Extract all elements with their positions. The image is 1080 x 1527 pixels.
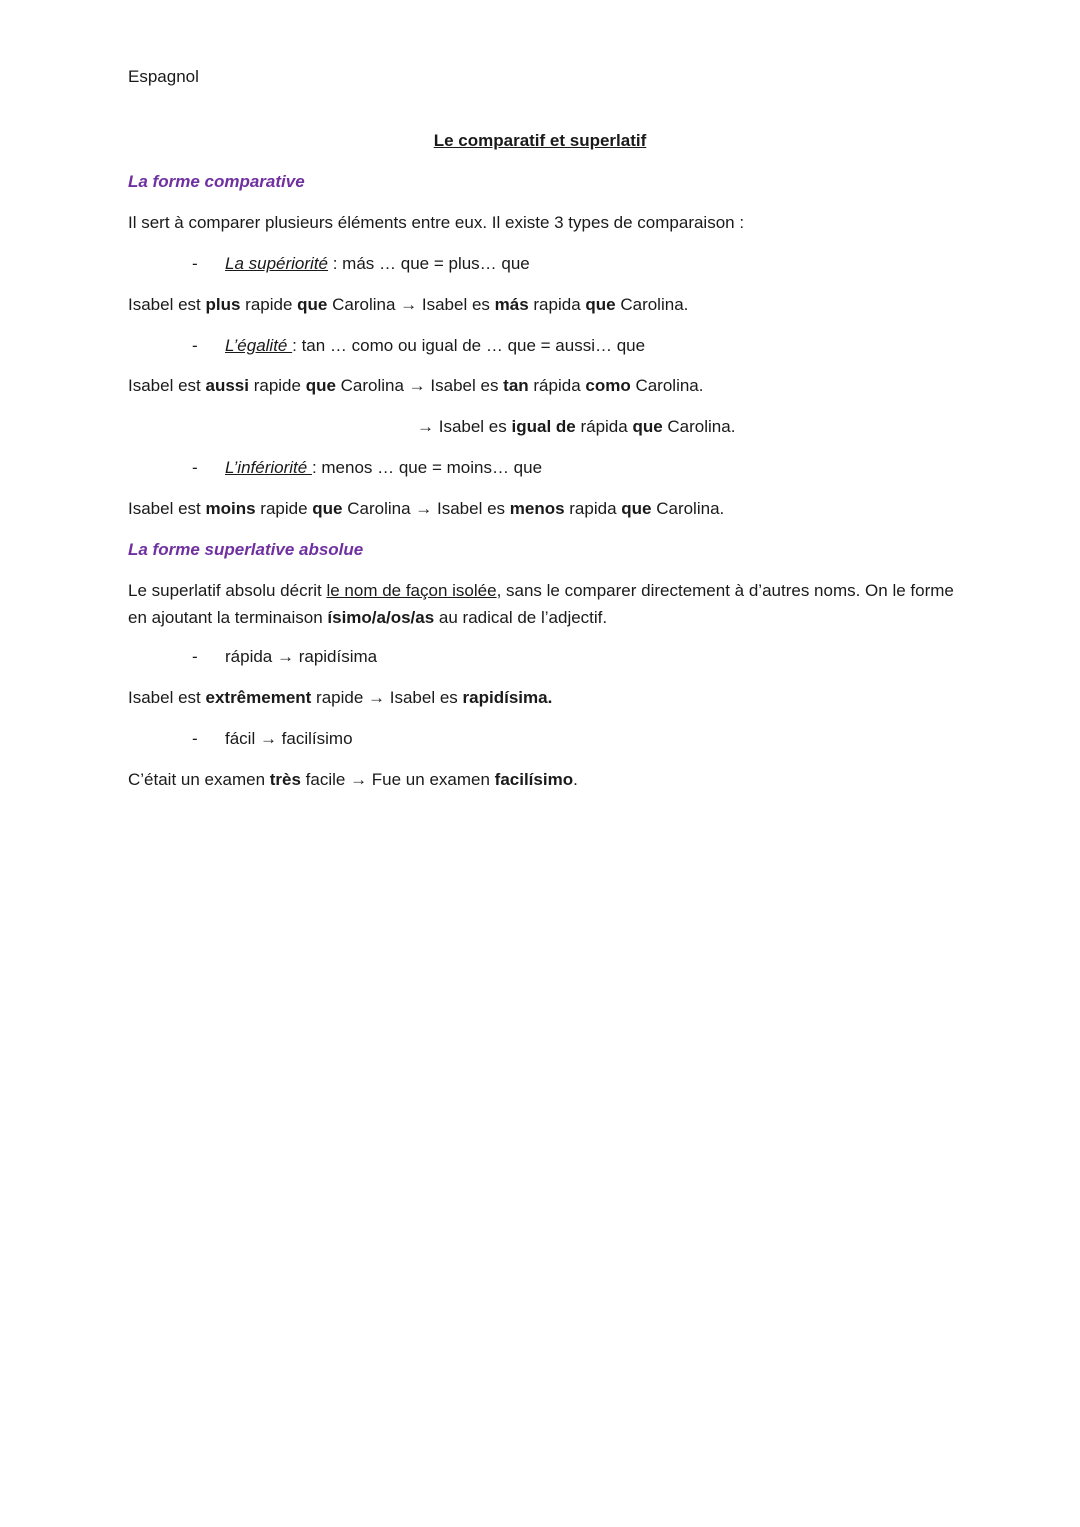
page-title: Le comparatif et superlatif xyxy=(433,131,647,150)
example-bold: plus xyxy=(205,295,241,314)
rule-superiority: : más … que = plus… que xyxy=(328,254,530,273)
example-bold: que xyxy=(585,295,616,314)
example-bold: facilísimo xyxy=(494,770,574,789)
example-text: rapide → Isabel es xyxy=(311,688,463,707)
example-text: Carolina → Isabel es xyxy=(327,295,495,314)
example-bold: menos xyxy=(509,499,565,518)
example-text: rápida xyxy=(575,417,633,436)
example-bold: igual de xyxy=(511,417,576,436)
example-text: Carolina. xyxy=(630,376,704,395)
example-text: → Isabel es xyxy=(417,417,512,436)
list-item-superiority xyxy=(192,253,530,275)
example-text: Carolina → Isabel es xyxy=(342,499,510,518)
desc-text: Le superlatif absolu décrit xyxy=(128,581,327,600)
example-text: rapide xyxy=(248,376,306,395)
desc-underlined: le nom de façon isolée xyxy=(326,581,497,600)
example-bold: extrêmement xyxy=(205,688,312,707)
example-bold: aussi xyxy=(205,376,249,395)
desc-text: au radical de l’adjectif. xyxy=(434,608,608,627)
example-text: Isabel est xyxy=(128,295,206,314)
list-item-equality xyxy=(192,335,645,357)
list-item-text: fácil → facilísimo xyxy=(225,729,353,748)
example-bold: moins xyxy=(205,499,256,518)
example-bold: très xyxy=(269,770,301,789)
example-text: Carolina. xyxy=(651,499,725,518)
example-bold: que xyxy=(632,417,663,436)
example-text: facile → Fue un examen xyxy=(300,770,495,789)
example-equality-1 xyxy=(128,375,703,397)
example-bold: más xyxy=(494,295,529,314)
section-heading-comparative: La forme comparative xyxy=(128,172,305,191)
example-bold: que xyxy=(621,499,652,518)
list-dash: - xyxy=(192,458,198,477)
rule-equality: : tan … como ou igual de … que = aussi… que xyxy=(292,336,646,355)
example-text: C’était un examen xyxy=(128,770,270,789)
example-text: Carolina → Isabel es xyxy=(335,376,504,395)
example-bold: que xyxy=(297,295,328,314)
example-text: . xyxy=(573,770,578,789)
example-text: rápida xyxy=(528,376,586,395)
term-superiority: La supériorité xyxy=(225,254,329,273)
list-dash: - xyxy=(192,647,198,666)
list-dash: - xyxy=(192,336,198,355)
example-text: rapide xyxy=(240,295,298,314)
subject-label: Espagnol xyxy=(128,67,199,86)
example-inferiority xyxy=(128,498,724,520)
example-equality-2 xyxy=(417,416,735,438)
example-bold: rapidísima. xyxy=(462,688,553,707)
comparative-intro: Il sert à comparer plusieurs éléments entre eux. Il existe 3 types de comparaison : xyxy=(128,213,745,232)
list-dash: - xyxy=(192,254,198,273)
example-text: Isabel est xyxy=(128,499,206,518)
example-bold: tan xyxy=(503,376,529,395)
list-item-inferiority xyxy=(192,457,542,479)
example-text: rapida xyxy=(528,295,586,314)
example-bold: que xyxy=(305,376,336,395)
term-inferiority: L’infériorité xyxy=(225,458,312,477)
example-text: rapida xyxy=(564,499,622,518)
example-text: Carolina. xyxy=(615,295,689,314)
desc-bold: ísimo/a/os/as xyxy=(327,608,435,627)
example-superlative-2 xyxy=(128,769,578,791)
superlative-description xyxy=(128,577,958,631)
example-bold: como xyxy=(585,376,631,395)
example-text: Carolina. xyxy=(662,417,736,436)
list-item-rapida xyxy=(192,646,377,668)
term-equality: L’égalité xyxy=(225,336,293,355)
example-bold: que xyxy=(312,499,343,518)
list-item-facil xyxy=(192,728,353,750)
example-text: Isabel est xyxy=(128,688,206,707)
rule-inferiority: : menos … que = moins… que xyxy=(311,458,543,477)
list-item-text: rápida → rapidísima xyxy=(225,647,378,666)
desc-text: , sans le comparer directement à d’autres noms. On le forme en ajoutant la terminaison xyxy=(128,581,954,627)
example-text: Isabel est xyxy=(128,376,206,395)
example-superlative-1 xyxy=(128,687,552,709)
example-superiority xyxy=(128,294,688,316)
section-heading-superlative: La forme superlative absolue xyxy=(128,540,364,559)
list-dash: - xyxy=(192,729,198,748)
example-text: rapide xyxy=(255,499,313,518)
